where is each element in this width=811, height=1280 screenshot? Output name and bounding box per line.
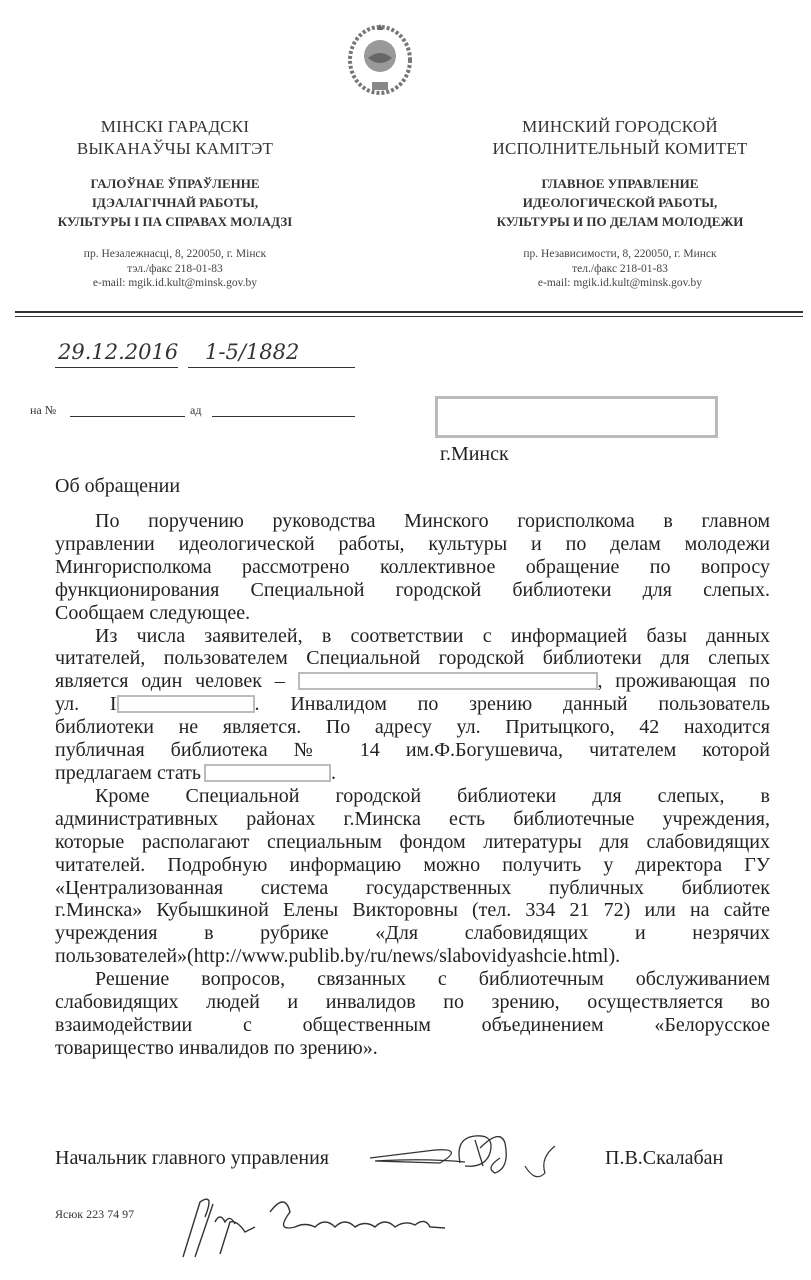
dept-title-be: [0, 174, 365, 231]
dept-line: ГЛАВНОЕ УПРАВЛЕНИЕ: [541, 176, 699, 191]
title-line: МІНСКІ ГАРАДСКІ: [100, 117, 250, 136]
title-line: ВЫКАНАЎЧЫ КАМІТЭТ: [76, 139, 274, 158]
body-text: ул. I: [55, 693, 117, 716]
body-text: предлагаем стать: [55, 761, 202, 784]
city: г.Минск: [440, 443, 509, 465]
dept-line: КУЛЬТУРЫ И ПО ДЕЛАМ МОЛОДЕЖИ: [496, 214, 744, 229]
recipient-redacted: [435, 396, 718, 438]
body-line: [55, 762, 770, 785]
signatory-position: Начальник главного управления: [55, 1147, 329, 1169]
body-line: взаимодействии с общественным объединением «Белорусское: [55, 1013, 770, 1036]
dept-line: ГАЛОЎНАЕ ЎПРАЎЛЕННЕ: [90, 176, 260, 191]
header-divider: [15, 311, 803, 313]
body-line: пользователей»(http://www.publib.by/ru/news/slabovidyashcie.html).: [55, 945, 621, 968]
body-text: . Инвалидом по зрению данный пользователь: [254, 693, 770, 716]
body-line: читателей. Подробную информацию можно получить у директора ГУ: [55, 853, 770, 876]
header-divider: [15, 316, 803, 317]
org-title-be: [0, 116, 365, 160]
title-line: МИНСКИЙ ГОРОДСКОЙ: [522, 117, 718, 136]
body-line: По поручению руководства Минского горисполкома в главном: [95, 510, 770, 532]
dept-line: КУЛЬТУРЫ І ПА СПРАВАХ МОЛАДЗІ: [57, 214, 293, 229]
number-underline: [188, 367, 355, 368]
subject: Об обращении: [55, 475, 181, 497]
body-line: [55, 670, 770, 693]
body-line: товарищество инвалидов по зрению».: [55, 1036, 378, 1059]
body-line: г.Минска» Кубышкиной Елены Викторовны (тел. 334 21 72) или на сайте: [55, 899, 770, 922]
body-line: слабовидящих людей и инвалидов по зрению, осуществляется во: [55, 991, 770, 1014]
body-line: административных районах г.Минска есть библиотечные учреждения,: [55, 807, 770, 830]
address-be: [0, 247, 365, 291]
body-line: Мингорисполкома рассмотрено коллективное обращение по вопросу: [55, 555, 770, 578]
org-title-ru: [430, 116, 810, 160]
letterhead-right: [430, 116, 810, 291]
title-line: ИСПОЛНИТЕЛЬНЫЙ КОМИТЕТ: [492, 139, 748, 158]
address-ru: [430, 247, 810, 291]
body-line: управлении идеологической работы, культуры и по делам молодежи: [55, 532, 770, 555]
ref-no-field: [70, 416, 185, 417]
body-line: Кроме Специальной городской библиотеки для слепых, в: [95, 784, 770, 807]
address-line: пр. Независимости, 8, 220050, г. Минск: [523, 248, 717, 260]
body-line: «Централизованная система государственных публичных библиотек: [55, 876, 770, 899]
address-line: e-mail: mgik.id.kult@minsk.gov.by: [537, 277, 703, 289]
redacted-name: [298, 672, 598, 690]
body-text: является один человек –: [55, 670, 285, 693]
date-underline: [55, 367, 178, 368]
body-line: учреждения в рубрике «Для слабовидящих и незрячих: [55, 922, 770, 945]
ref-no-label: на №: [30, 403, 57, 417]
dept-line: ІДЭАЛАГІЧНАЙ РАБОТЫ,: [91, 195, 259, 210]
document-date: 29.12.2016: [58, 340, 179, 364]
body-line: Решение вопросов, связанных с библиотечным обслуживанием: [95, 968, 770, 991]
redacted-name: [204, 764, 331, 782]
body-text: .: [331, 761, 337, 784]
ref-from-label: ад: [190, 403, 202, 417]
body-line: читателей, пользователем Специальной городской библиотеки для слепых: [55, 647, 770, 670]
ref-from-field: [212, 416, 355, 417]
address-line: e-mail: mgik.id.kult@minsk.gov.by: [92, 277, 258, 289]
state-emblem-icon: [338, 18, 422, 98]
dept-line: ИДЕОЛОГИЧЕСКОЙ РАБОТЫ,: [522, 195, 718, 210]
body-line: которые располагают специальным фондом литературы для слабовидящих: [55, 830, 770, 853]
handwritten-acknowledgement: [175, 1192, 515, 1262]
dept-title-ru: [430, 174, 810, 231]
document-number: 1-5/1882: [205, 340, 300, 364]
executor-info: Ясюк 223 74 97: [55, 1207, 135, 1221]
body-line: [55, 693, 770, 716]
letterhead-left: [0, 116, 365, 291]
body-line: функционирования Специальной городской библиотеки для слепых.: [55, 578, 770, 601]
signature-image: [365, 1128, 585, 1188]
redacted-street: [117, 695, 255, 713]
address-line: тэл./факс 218-01-83: [127, 262, 223, 275]
body-line: Сообщаем следующее.: [55, 601, 251, 624]
body-line: Из числа заявителей, в соответствии с информацией базы данных: [95, 624, 770, 647]
address-line: пр. Незалежнасці, 8, 220050, г. Мінск: [83, 248, 267, 260]
letter-body: [55, 510, 770, 1060]
body-line: публичная библиотека № 14 им.Ф.Богушевича, читателем которой: [55, 739, 770, 762]
body-line: библиотеки не является. По адресу ул. Притыцкого, 42 находится: [55, 716, 770, 739]
address-line: тел./факс 218-01-83: [572, 262, 668, 275]
body-text: , проживающая по: [597, 670, 771, 693]
signatory-name: П.В.Скалабан: [605, 1147, 724, 1169]
